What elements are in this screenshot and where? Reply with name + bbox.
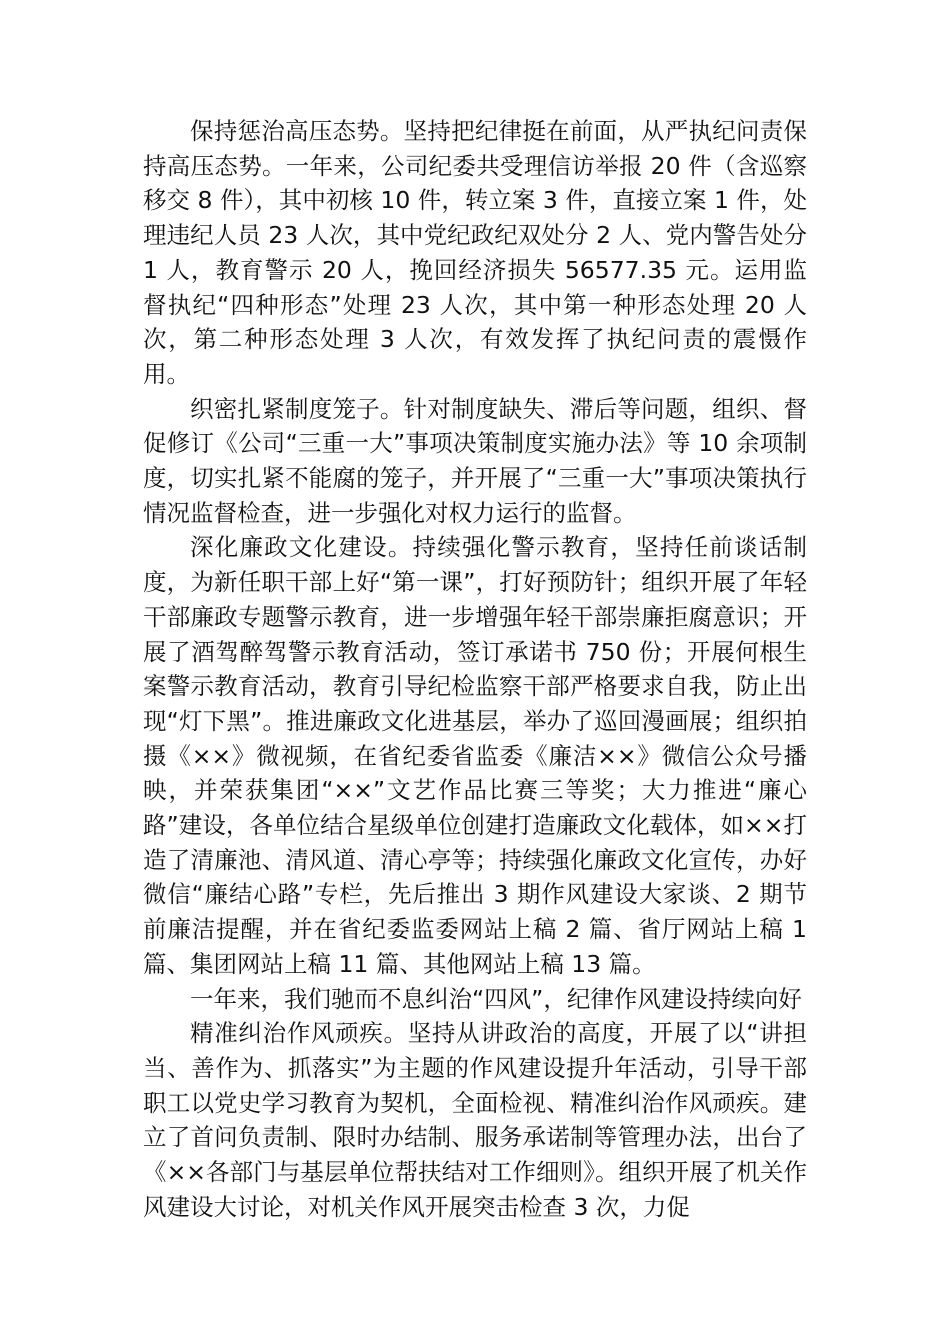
- paragraph-punishment-pressure: 保持惩治高压态势。坚持把纪律挺在前面，从严执纪问责保持高压态势。一年来，公司纪委共受理信访举报 20 件（含巡察移交 8 件），其中初核 10 件，转立案 3 件，直接立案 1 件，处理违纪人员 23 人次，其中党纪政纪双处分 2 人、党内警告处分 1 人，教育警示 20 人，挽回经济损失 56577.35 元。运用监督执纪“四种形态”处理 23 人次，其中第一种形态处理 20 人次，第二种形态处理 3 人次，有效发挥了执纪问责的震慑作用。: [143, 117, 807, 388]
- paragraph-work-style-rectification: 精准纠治作风顽疾。坚持从讲政治的高度，开展了以“讲担当、善作为、抓落实”为主题的作风建设提升年活动，引导干部职工以党史学习教育为契机，全面检视、精准纠治作风顽疾。建立了首问负责制、限时办结制、服务承诺制等管理办法，出台了《××各部门与基层单位帮扶结对工作细则》。组织开展了机关作风建设大讨论，对机关作风开展突击检查 3 次，力促: [143, 1019, 807, 1221]
- paragraph-institutional-cage: 织密扎紧制度笼子。针对制度缺失、滞后等问题，组织、督促修订《公司“三重一大”事项决策制度实施办法》等 10 余项制度，切实扎紧不能腐的笼子，并开展了“三重一大”事项决策执行情况监督检查，进一步强化对权力运行的监督。: [143, 394, 807, 527]
- paragraph-four-styles-heading: 一年来，我们驰而不息纠治“四风”，纪律作风建设持续向好: [190, 984, 802, 1013]
- paragraph-integrity-culture: 深化廉政文化建设。持续强化警示教育，坚持任前谈话制度，为新任职干部上好“第一课”，打好预防针；组织开展了年轻干部廉政专题警示教育，进一步增强年轻干部崇廉拒腐意识；开展了酒驾醉驾警示教育活动，签订承诺书 750 份；开展何根生案警示教育活动，教育引导纪检监察干部严格要求自我，防止出现“灯下黑”。推进廉政文化进基层，举办了巡回漫画展；组织拍摄《××》微视频，在省纪委省监委《廉洁××》微信公众号播映，并荣获集团“××”文艺作品比赛三等奖；大力推进“廉心路”建设，各单位结合星级单位创建打造廉政文化载体，如××打造了清廉池、清风道、清心亭等；持续强化廉政文化宣传，办好微信“廉结心路”专栏，先后推出 3 期作风建设大家谈、2 期节前廉洁提醒，并在省纪委监委网站上稿 2 篇、省厅网站上稿 1 篇、集团网站上稿 11 篇、其他网站上稿 13 篇。: [143, 533, 807, 978]
- document-body: [143, 114, 807, 1225]
